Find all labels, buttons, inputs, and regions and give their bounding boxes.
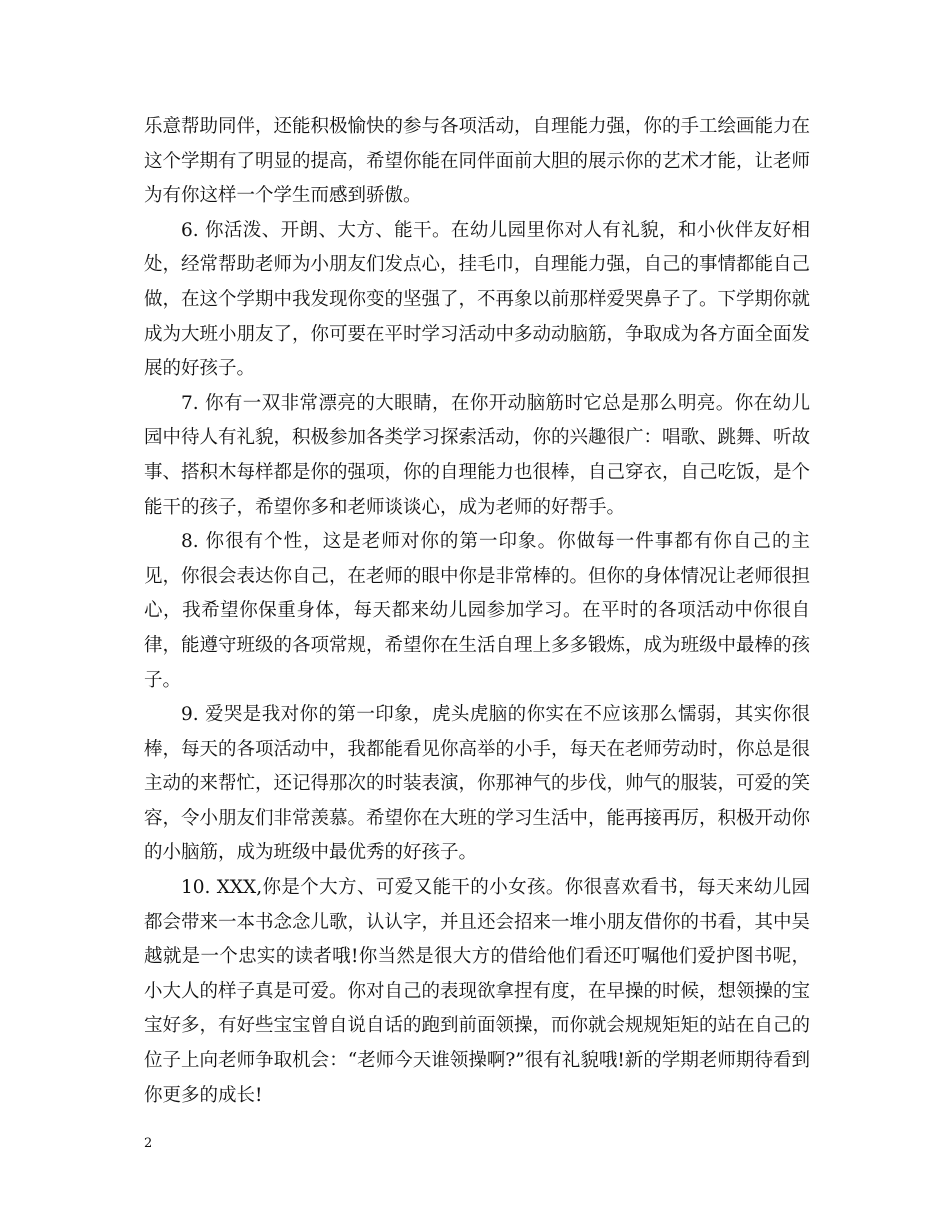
- paragraph-item-8: 8. 你很有个性，这是老师对你的第一印象。你做每一件事都有你自己的主见，你很会表达你自己，在老师的眼中你是非常棒的。但你的身体情况让老师很担心，我希望你保重身体，每天都来幼儿园参加学习。在平时的各项活动中你很自律，能遵守班级的各项常规，希望你在生活自理上多多锻炼，成为班级中最棒的孩子。: [144, 531, 811, 691]
- paragraph-item-7: 7. 你有一双非常漂亮的大眼睛，在你开动脑筋时它总是那么明亮。你在幼儿园中待人有礼貌，积极参加各类学习探索活动，你的兴趣很广：唱歌、跳舞、听故事、搭积木每样都是你的强项，你的自理能力也很棒，自己穿衣，自己吃饭，是个能干的孩子，希望你多和老师谈谈心，成为老师的好帮手。: [144, 392, 811, 518]
- paragraph-item-9: 9. 爱哭是我对你的第一印象，虎头虎脑的你实在不应该那么懦弱，其实你很棒，每天的各项活动中，我都能看见你高举的小手，每天在老师劳动时，你总是很主动的来帮忙，还记得那次的时装表演，你那神气的步伐，帅气的服装，可爱的笑容，令小朋友们非常羡慕。希望你在大班的学习生活中，能再接再厉，积极开动你的小脑筋，成为班级中最优秀的好孩子。: [144, 704, 811, 864]
- paragraph-continuation: 乐意帮助同伴，还能积极愉快的参与各项活动，自理能力强，你的手工绘画能力在这个学期有了明显的提高，希望你能在同伴面前大胆的展示你的艺术才能，让老师为有你这样一个学生而感到骄傲。: [144, 116, 811, 207]
- document-body: [144, 110, 810, 1113]
- paragraph-item-6: 6. 你活泼、开朗、大方、能干。在幼儿园里你对人有礼貌，和小伙伴友好相处，经常帮助老师为小朋友们发点心，挂毛巾，自理能力强，自己的事情都能自己做，在这个学期中我发现你变的坚强了，不再象以前那样爱哭鼻子了。下学期你就成为大班小朋友了，你可要在平时学习活动中多动动脑筋，争取成为各方面全面发展的好孩子。: [144, 219, 811, 380]
- page-number: 2: [144, 1136, 153, 1151]
- paragraph-item-10: 10. XXX,你是个大方、可爱又能干的小女孩。你很喜欢看书，每天来幼儿园都会带来一本书念念儿歌，认认字，并且还会招来一堆小朋友借你的书看，其中吴越就是一个忠实的读者哦!你当然是很大方的借给他们看还叮嘱他们爱护图书呢，小大人的样子真是可爱。你对自己的表现欲拿捏有度，在早操的时候，想领操的宝宝好多，有好些宝宝曾自说自话的跑到前面领操，而你就会规规矩矩的站在自己的位子上向老师争取机会：“老师今天谁领操啊?”很有礼貌哦!新的学期老师期待看到你更多的成长!: [144, 877, 811, 1106]
